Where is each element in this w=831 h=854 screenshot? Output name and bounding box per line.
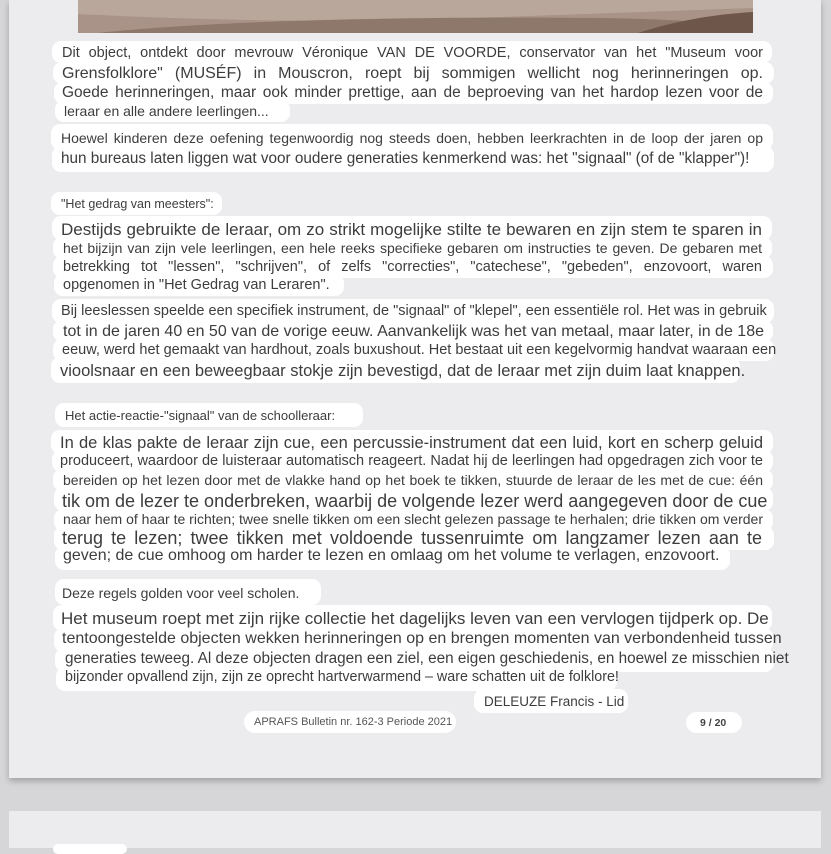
para6-line-1: Het museum roept met zijn rijke collectie het dagelijks leven van een vervlogen tijdperk op. De bbox=[61, 609, 769, 628]
para5-line-4: tik om de lezer te onderbreken, waarbij de volgende lezer werd aangegeven door de cue bbox=[62, 491, 768, 511]
author-signature: DELEUZE Francis - Lid bbox=[484, 694, 625, 709]
para3-line-1: Destijds gebruikte de leraar, om zo strikt mogelijke stilte te bewaren en zijn stem te sparen in bbox=[61, 220, 762, 239]
para4-line-4: vioolsnaar en een beweegbaar stokje zijn bevestigd, dat de leraar met zijn duim laat knappen. bbox=[60, 362, 746, 380]
para2-line-2: hun bureaus laten liggen wat voor oudere generaties kenmerkend was: het "signaal" (of de "klapper")! bbox=[61, 150, 750, 167]
para4-line-1: Bij leeslessen speelde een specifiek instrument, de "signaal" of "klepel", een essentiële rol. Het was in gebruik bbox=[61, 303, 767, 319]
para6-line-3: generaties teweeg. Al deze objecten dragen een ziel, een eigen geschiedenis, en hoewel ze misschien niet bbox=[65, 650, 789, 667]
next-page bbox=[9, 811, 821, 848]
text-highlight bbox=[53, 844, 127, 854]
section-heading-gedrag: "Het gedrag van meesters": bbox=[61, 197, 214, 211]
para5-line-1: In de klas pakte de leraar zijn cue, een percussie-instrument dat een luid, kort en scherp geluid bbox=[60, 434, 763, 452]
para2-line-1: Hoewel kinderen deze oefening tegenwoordig nog steeds doen, hebben leerkrachten in de loop der jaren op bbox=[61, 130, 763, 146]
para3-line-3: betrekking tot "lessen", "schrijven", of zelfs "correcties", "catechese", "gebeden", enzovoort, waren bbox=[63, 259, 762, 275]
para4-line-2: tot in de jaren 40 en 50 van de vorige eeuw. Aanvankelijk was het van metaal, maar later, in de 18e bbox=[63, 323, 764, 340]
rules-sentence: Deze regels golden voor veel scholen. bbox=[62, 585, 300, 601]
para5-line-7: geven; de cue omhoog om harder te lezen en omlaag om het volume te verlagen, enzovoort. bbox=[63, 547, 720, 564]
intro-line-3: Goede herinneringen, maar ook minder prettige, aan de beproeving van het hardop lezen voor de bbox=[62, 84, 763, 101]
para3-line-2: het bijzijn van zijn vele leerlingen, een hele reeks specifieke gebaren om instructies te geven. De gebaren met bbox=[63, 240, 762, 256]
para5-line-6: terug te lezen; twee tikken met voldoende tussenruimte om langzamer lezen aan te bbox=[62, 528, 762, 548]
bulletin-footer: APRAFS Bulletin nr. 162-3 Periode 2021 bbox=[254, 716, 453, 728]
section-heading-signaal: Het actie-reactie-"signaal" van de schoolleraar: bbox=[65, 408, 336, 423]
para5-line-2: produceert, waardoor de luisteraar automatisch reageert. Nadat hij de leerlingen had opgedragen zich voor te bbox=[60, 453, 763, 469]
para3-line-4: opgenomen in "Het Gedrag van Leraren". bbox=[63, 277, 330, 293]
para5-line-5: naar hem of haar te richten; twee snelle tikken om een slecht gelezen passage te herhalen; drie tikken om verder bbox=[63, 511, 763, 527]
para6-line-4: bijzonder opvallend zijn, zijn ze oprecht hartverwarmend – ware schatten uit de folklore! bbox=[65, 669, 619, 685]
object-photo bbox=[78, 0, 753, 33]
intro-line-1: Dit object, ontdekt door mevrouw Véronique VAN DE VOORDE, conservator van het "Museum voor bbox=[62, 45, 763, 61]
intro-line-4: leraar en alle andere leerlingen... bbox=[64, 103, 269, 119]
para6-line-2: tentoongestelde objecten wekken herinneringen op en brengen momenten van verbondenheid tussen bbox=[62, 630, 782, 647]
para5-line-3: bereiden op het lezen door met de vlakke hand op het boek te tikken, stuurde de leraar de les met de cue: één bbox=[63, 472, 763, 488]
intro-line-2: Grensfolklore" (MUSÉF) in Mouscron, roept bij sommigen wellicht nog herinneringen op. bbox=[62, 65, 763, 82]
page-number: 9 / 20 bbox=[700, 717, 727, 729]
para4-line-3: eeuw, werd het gemaakt van hardhout, zoals buxushout. Het bestaat uit een kegelvormig handvat waaraan een bbox=[62, 342, 777, 358]
object-photo-graphic bbox=[78, 0, 753, 33]
